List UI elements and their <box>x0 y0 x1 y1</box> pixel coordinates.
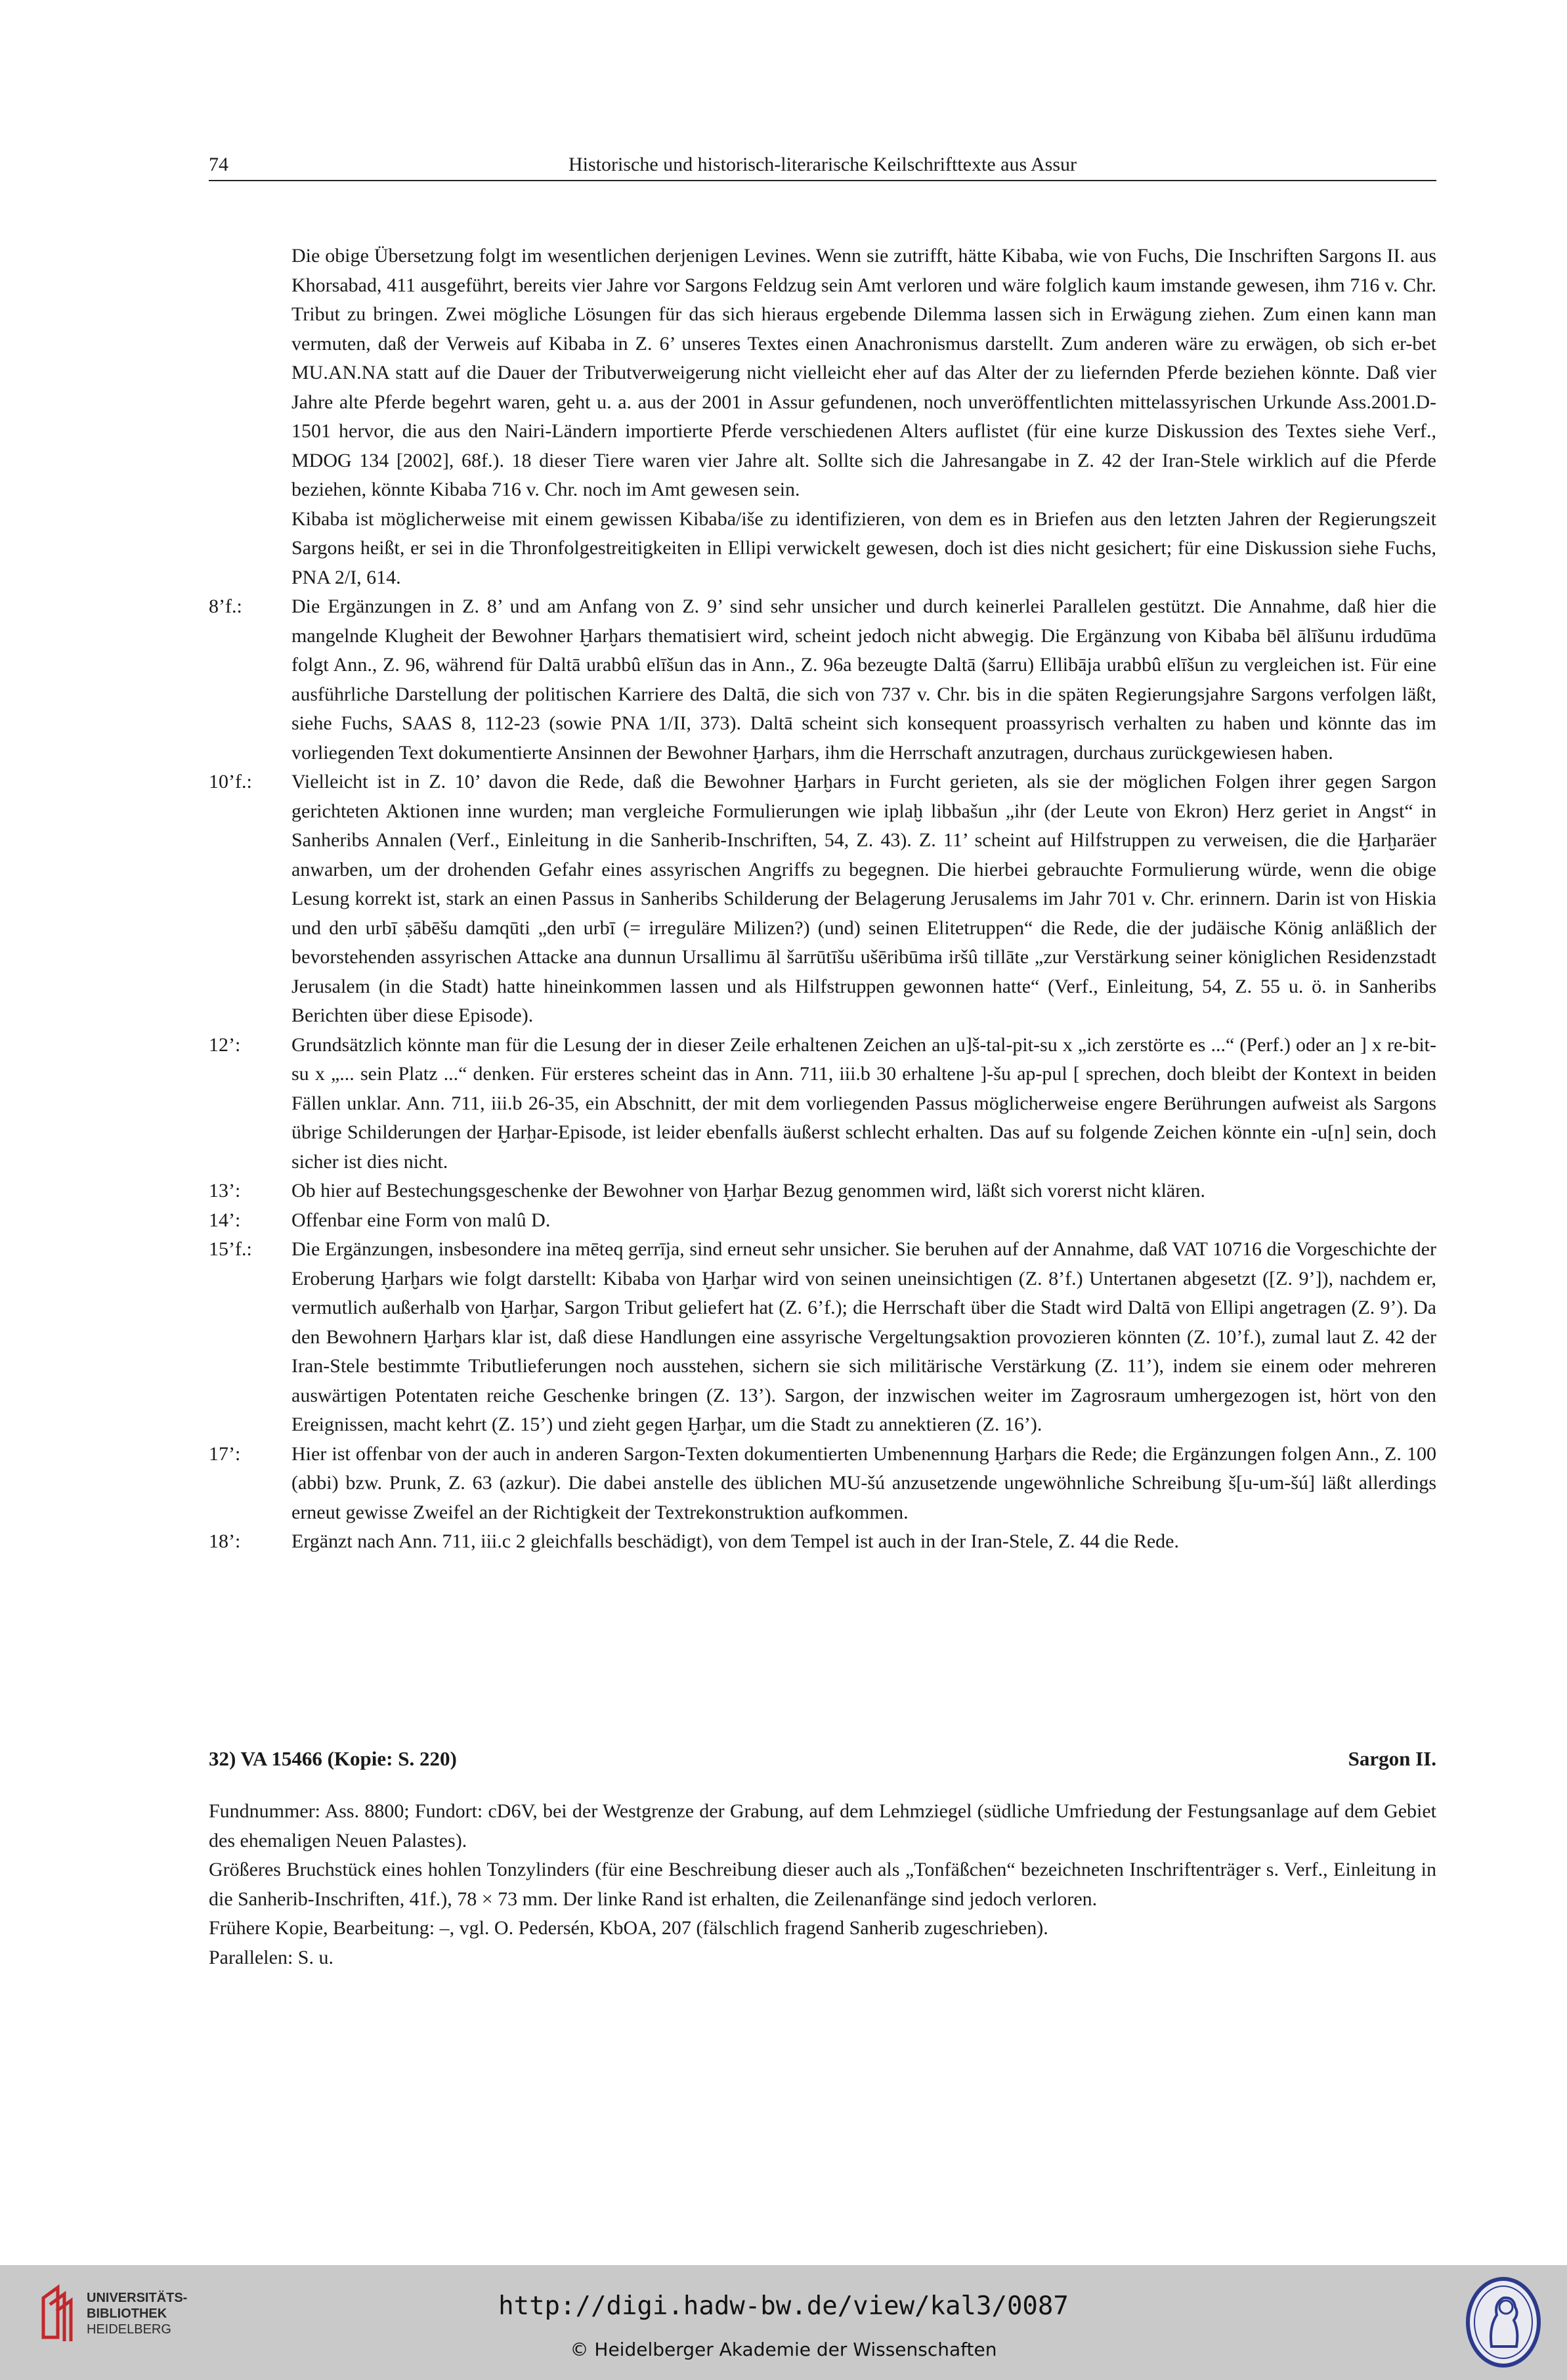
entry-king: Sargon II. <box>1348 1747 1436 1770</box>
entry-paragraph: Frühere Kopie, Bearbeitung: –, vgl. O. Pedersén, KbOA, 207 (fälschlich fragend Sanherib zugeschrieben). <box>209 1917 1048 1939</box>
line-label: 17’: <box>209 1442 241 1465</box>
commentary-paragraph <box>209 505 1436 593</box>
page-number: 74 <box>209 154 228 175</box>
commentary-paragraph <box>209 1206 1436 1236</box>
commentary-text: Die Ergänzungen, insbesondere ina mēteq gerrīja, sind erneut sehr unsicher. Sie beruhen auf der Annahme, daß VAT 10716 die Vorgeschichte der Eroberung Ḫarḫars wie folgt darstellt: Kibaba von Ḫarḫar wird von seinen uneinsichtigen (Z. 8’f.) Untertanen abgesetzt ([Z. 9’]), nachdem er, vermutlich außerhalb von Ḫarḫar, Sargon Tribut geliefert hat (Z. 6’f.); die Herrschaft über die Stadt wird Daltā von Ellipi angetragen (Z. 9’). Da den Bewohnern Ḫarḫars klar ist, daß diese Handlungen eine assyrische Vergeltungsaktion provozieren könnten (Z. 10’f.), zumal laut Z. 42 der Iran-Stele bestimmte Tributlieferungen noch ausstehen, sichern sie sich militärische Verstärkung (Z. 11’), indem sie einem oder mehreren auswärtigen Potentaten reiche Geschenke bringen (Z. 13’). Sargon, der inzwischen weiter im Zagrosraum umhergezogen ist, hört von den Ereignissen, macht kehrt (Z. 15’) und zieht gegen Ḫarḫar, um die Stadt zu annektieren (Z. 16’). <box>291 1238 1436 1435</box>
academy-seal-icon[interactable] <box>1464 2274 1543 2370</box>
commentary-paragraph <box>209 1235 1436 1440</box>
commentary-paragraph <box>209 1031 1436 1177</box>
commentary <box>209 242 1436 1557</box>
library-name-line: BIBLIOTHEK <box>87 2306 167 2321</box>
permalink-url[interactable]: http://digi.hadw-bw.de/view/kal3/0087 <box>498 2291 1069 2321</box>
commentary-paragraph <box>209 242 1436 505</box>
running-title: Historische und historisch-literarische Keilschrifttexte aus Assur <box>569 154 1077 175</box>
entry-title: 32) VA 15466 (Kopie: S. 220) <box>209 1747 457 1770</box>
line-label: 8’f.: <box>209 595 242 617</box>
commentary-text: Offenbar eine Form von malû D. <box>291 1209 551 1231</box>
commentary-text: Ob hier auf Bestechungsgeschenke der Bewohner von Ḫarḫar Bezug genommen wird, läßt sich vorerst nicht klären. <box>291 1180 1206 1201</box>
library-name-line: HEIDELBERG <box>87 2322 171 2337</box>
entry-heading <box>209 1747 1436 1779</box>
commentary-text: Die Ergänzungen in Z. 8’ und am Anfang von Z. 9’ sind sehr unsicher und durch keinerlei Parallelen gestützt. Die Annahme, daß hier die mangelnde Klugheit der Bewohner Ḫarḫars thematisiert wird, scheint jedoch nicht abwegig. Die Ergänzung von Kibaba bēl ālīšunu irdudūma folgt Ann., Z. 96, während für Daltā urabbû elīšun das in Ann., Z. 96a bezeugte Daltā (šarru) Ellibāja urabbû elīšun zu vergleichen ist. Für eine ausführliche Darstellung der politischen Karriere des Daltā, die sich von 737 v. Chr. bis in die späten Regierungsjahre Sargons verfolgen läßt, siehe Fuchs, SAAS 8, 112-23 (sowie PNA 1/II, 373). Daltā scheint sich konsequent proassyrisch verhalten zu haben und könnte das im vorliegenden Text dokumentierte Ansinnen der Bewohner Ḫarḫars, ihm die Herrschaft anzutragen, durchaus zurückgewiesen haben. <box>291 595 1436 764</box>
commentary-paragraph <box>209 1527 1436 1557</box>
commentary-paragraph <box>209 592 1436 768</box>
digitization-footer <box>0 2265 1567 2380</box>
commentary-paragraph <box>209 1440 1436 1528</box>
commentary-text: Vielleicht ist in Z. 10’ davon die Rede, daß die Bewohner Ḫarḫars in Furcht gerieten, als sie der möglichen Folgen ihrer gegen Sargon gerichteten Aktionen inne wurden; man vergleiche Formulierungen wie iplaḫ libbašun „ihr (der Leute von Ekron) Herz geriet in Angst“ in Sanheribs Annalen (Verf., Einleitung in die Sanherib-Inschriften, 54, Z. 43). Z. 11’ scheint auf Hilfstruppen zu verweisen, die die Ḫarḫaräer anwarben, um der drohenden Gefahr eines assyrischen Angriffs zu begegnen. Die hierbei gebrauchte Formulierung würde, wenn die obige Lesung korrekt ist, stark an einen Passus in Sanheribs Schilderung der Belagerung Jerusalems im Jahr 701 v. Chr. erinnern. Darin ist von Hiskia und den urbī ṣābēšu damqūti „den urbī (= irreguläre Milizen?) (und) seinen Elitetruppen“ die Rede, die der judäische König anläßlich der bevorstehenden assyrischen Attacke ana dunnun Ursallimu āl šarrūtīšu ušēribūma iršû tillāte „zur Verstärkung seiner königlichen Residenzstadt Jerusalem (in die Stadt) hatte hineinkommen lassen und als Hilfstruppen gewonnen hatte“ (Verf., Einleitung, 54, Z. 55 u. ö. in Sanheribs Berichten über diese Episode). <box>291 771 1436 1026</box>
commentary-paragraph <box>209 1177 1436 1206</box>
line-label: 12’: <box>209 1033 241 1056</box>
line-label: 18’: <box>209 1530 241 1552</box>
line-label: 15’f.: <box>209 1238 252 1260</box>
entry-description <box>209 1797 1436 1972</box>
commentary-text: Die obige Übersetzung folgt im wesentlichen derjenigen Levines. Wenn sie zutrifft, hätte Kibaba, wie von Fuchs, Die Inschriften Sargons II. aus Khorsabad, 411 ausgeführt, bereits vier Jahre vor Sargons Feldzug sein Amt verloren und wäre folglich kaum imstande gewesen, ihm 716 v. Chr. Tribut zu bringen. Zwei mögliche Lösungen für das sich hieraus ergebende Dilemma lassen sich in Erwägung ziehen. Zum einen kann man vermuten, daß der Verweis auf Kibaba in Z. 6’ unseres Textes einen Anachronismus darstellt. Zum anderen wäre zu erwägen, ob sich er-bet MU.AN.NA statt auf die Dauer der Tributverweigerung nicht vielleicht eher auf das Alter der zu liefernden Pferde beziehen könnte. Daß vier Jahre alte Pferde begehrt waren, geht u. a. aus der 2001 in Assur gefundenen, noch unveröffentlichten mittelassyrischen Urkunde Ass.2001.D-1501 hervor, die aus den Nairi-Ländern importierte Pferde verschiedenen Alters auflistet (für eine kurze Diskussion des Textes siehe Verf., MDOG 134 [2002], 68f.). 18 dieser Tiere waren vier Jahre alt. Sollte sich die Jahresangabe in Z. 42 der Iran-Stele wirklich auf die Pferde beziehen, könnte Kibaba 716 v. Chr. noch im Amt gewesen sein. <box>291 245 1436 500</box>
commentary-text: Grundsätzlich könnte man für die Lesung der in dieser Zeile erhaltenen Zeichen an u]š-tal-pit-su x „ich zerstörte es ...“ (Perf.) oder an ] x re-bit-su x „... sein Platz ...“ denken. Für ersteres scheint das in Ann. 711, iii.b 30 erhaltene ]-šu ap-pul [ sprechen, doch bleibt der Kontext in beiden Fällen unklar. Ann. 711, iii.b 26-35, ein Abschnitt, der mit dem vorliegenden Passus möglicherweise engere Berührungen aufweist als Sargons übrige Schilderungen der Ḫarḫar-Episode, ist leider ebenfalls äußerst schlecht erhalten. Das auf su folgende Zeichen könnte ein -u[n] sein, doch sicher ist dies nicht. <box>291 1033 1436 1173</box>
commentary-text: Ergänzt nach Ann. 711, iii.c 2 gleichfalls beschädigt), von dem Tempel ist auch in der Iran-Stele, Z. 44 die Rede. <box>291 1530 1179 1552</box>
commentary-text: Hier ist offenbar von der auch in anderen Sargon-Texten dokumentierten Umbenennung Ḫarḫars die Rede; die Ergänzungen folgen Ann., Z. 100 (abbi) bzw. Prunk, Z. 63 (azkur). Die dabei anstelle des üblichen MU-šú anzusetzende ungewöhnliche Schreibung š[u-um-šú] läßt allerdings erneut gewisse Zweifel an der Richtigkeit der Textrekonstruktion aufkommen. <box>291 1442 1436 1523</box>
text-entry <box>209 1747 1436 1972</box>
entry-paragraph: Parallelen: S. u. <box>209 1946 333 1968</box>
commentary-paragraph <box>209 768 1436 1031</box>
entry-paragraph: Größeres Bruchstück eines hohlen Tonzylinders (für eine Beschreibung dieser auch als „Tonfäßchen“ bezeichneten Inschriftenträger s. Verf., Einleitung in die Sanherib-Inschriften, 41f.), 78 × 73 mm. Der linke Rand ist erhalten, die Zeilenanfänge sind jedoch verloren. <box>209 1859 1436 1910</box>
page-header <box>209 150 1436 181</box>
line-label: 14’: <box>209 1209 241 1231</box>
line-label: 13’: <box>209 1180 241 1201</box>
line-label: 10’f.: <box>209 771 252 792</box>
commentary-text: Kibaba ist möglicherweise mit einem gewissen Kibaba/iše zu identifizieren, von dem es in Briefen aus den letzten Jahren der Regierungszeit Sargons heißt, er sei in die Thronfolgestreitigkeiten in Ellipi verwickelt gewesen, doch ist dies nicht gesichert; für eine Diskussion siehe Fuchs, PNA 2/I, 614. <box>291 508 1436 588</box>
entry-paragraph: Fundnummer: Ass. 8800; Fundort: cD6V, bei der Westgrenze der Grabung, auf dem Lehmziegel (südliche Umfriedung der Festungsanlage auf dem Gebiet des ehemaligen Neuen Palastes). <box>209 1800 1436 1851</box>
copyright-notice: © Heidelberger Akademie der Wissenschaften <box>570 2339 997 2360</box>
library-name-line: UNIVERSITÄTS- <box>87 2291 188 2305</box>
